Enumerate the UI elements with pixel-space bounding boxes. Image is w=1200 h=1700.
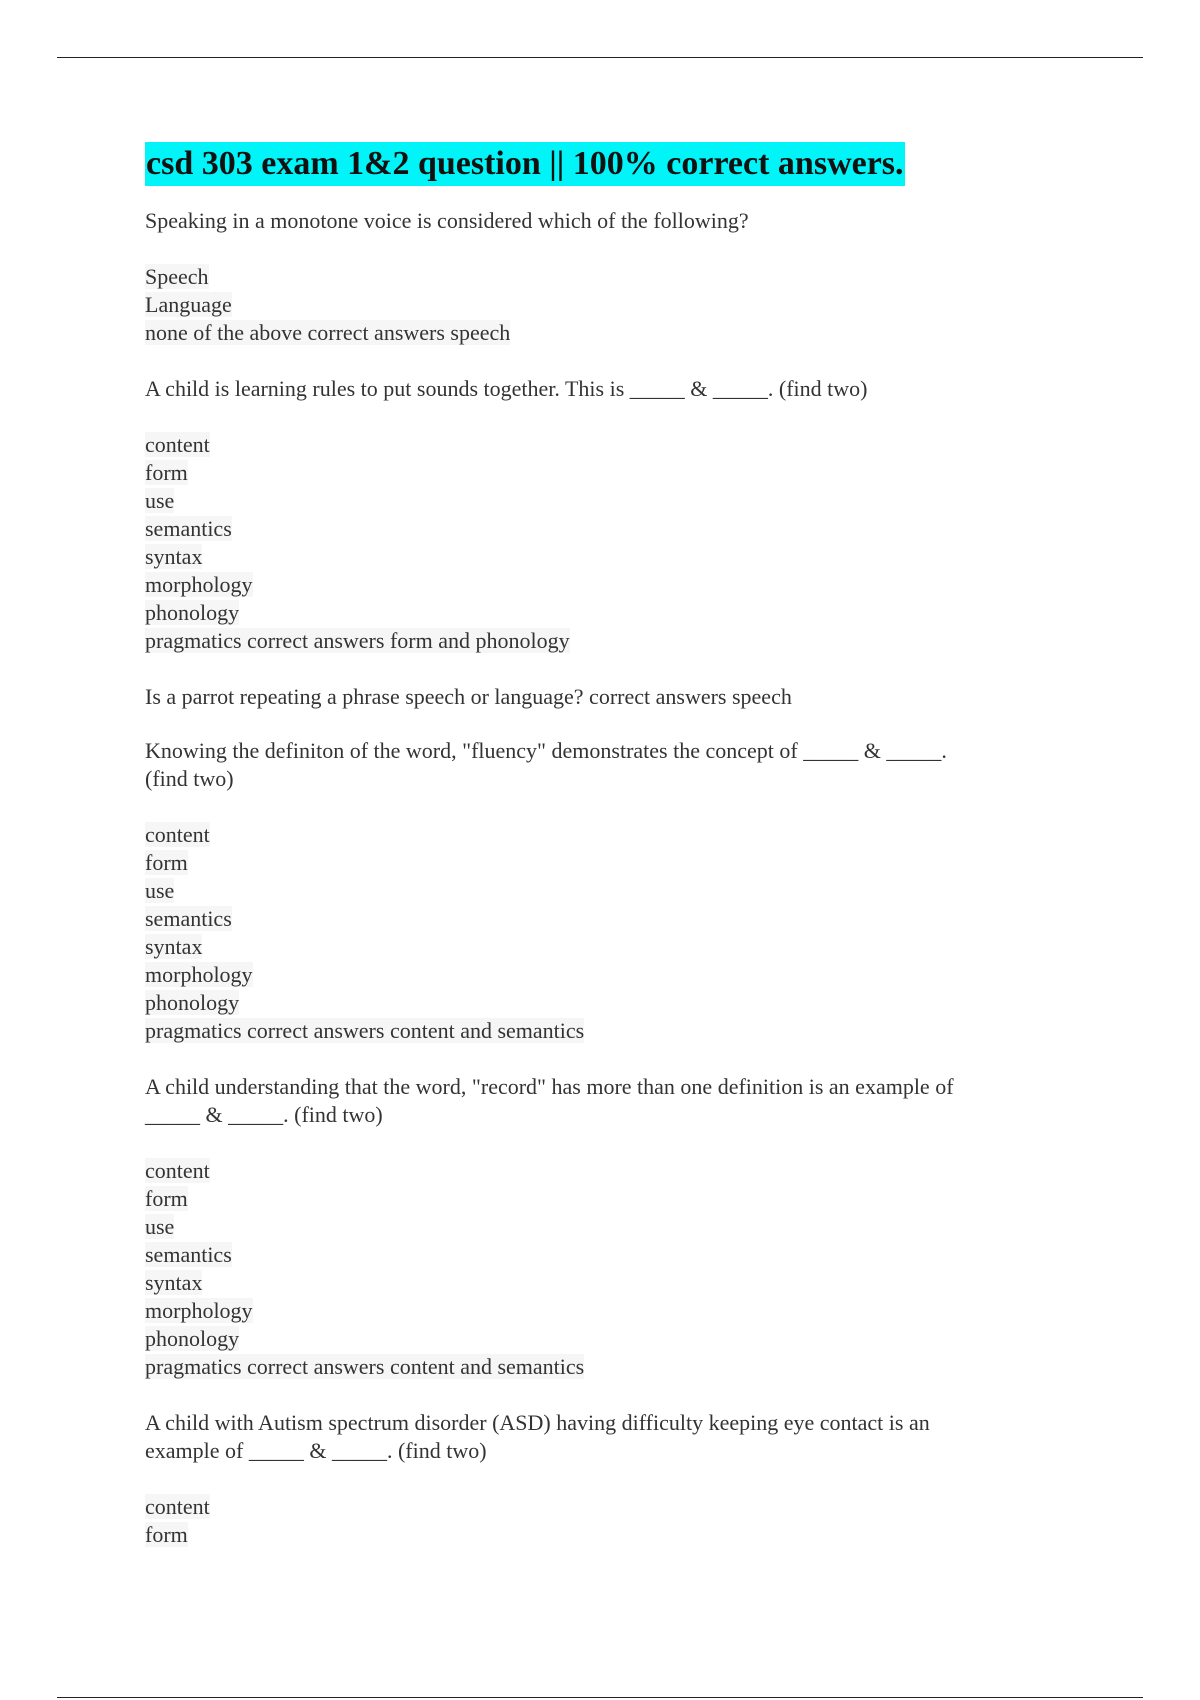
option: use <box>145 488 175 513</box>
question-1-text: Speaking in a monotone voice is considered which of the following? <box>145 208 749 233</box>
question-6-text-cont: example of _____ & _____. (find two) <box>145 1438 487 1463</box>
option: morphology <box>145 1298 253 1323</box>
question-6 <box>145 1409 1045 1465</box>
option: semantics <box>145 1242 232 1267</box>
header-rule <box>57 57 1143 58</box>
question-5 <box>145 1073 1045 1129</box>
options-2 <box>145 431 1045 655</box>
option: use <box>145 1214 175 1239</box>
question-4-text: Knowing the definiton of the word, "fluency" demonstrates the concept of _____ & _____. <box>145 738 947 763</box>
options-6 <box>145 1493 1045 1549</box>
option-with-answer: pragmatics correct answers content and semantics <box>145 1018 585 1043</box>
option-with-answer: pragmatics correct answers content and semantics <box>145 1354 585 1379</box>
options-5 <box>145 1157 1045 1381</box>
option: semantics <box>145 906 232 931</box>
question-2 <box>145 375 1045 403</box>
question-5-text-cont: _____ & _____. (find two) <box>145 1102 383 1127</box>
option: phonology <box>145 600 240 625</box>
option: use <box>145 878 175 903</box>
option: content <box>145 432 210 457</box>
option: syntax <box>145 1270 203 1295</box>
document-body <box>145 142 1045 1549</box>
option: content <box>145 1494 210 1519</box>
option: phonology <box>145 1326 240 1351</box>
question-4-text-cont: (find two) <box>145 766 234 791</box>
question-5-text: A child understanding that the word, "record" has more than one definition is an example of <box>145 1074 954 1099</box>
option-with-answer: pragmatics correct answers form and phonology <box>145 628 570 653</box>
option: syntax <box>145 934 203 959</box>
question-6-text: A child with Autism spectrum disorder (ASD) having difficulty keeping eye contact is an <box>145 1410 930 1435</box>
question-2-text: A child is learning rules to put sounds together. This is _____ & _____. (find two) <box>145 376 868 401</box>
question-1 <box>145 207 1045 235</box>
question-3-text: Is a parrot repeating a phrase speech or language? correct answers speech <box>145 684 792 709</box>
question-4 <box>145 737 1045 793</box>
option-with-answer: none of the above correct answers speech <box>145 320 511 345</box>
option: morphology <box>145 572 253 597</box>
option: phonology <box>145 990 240 1015</box>
option: form <box>145 1522 188 1547</box>
option: semantics <box>145 516 232 541</box>
option: content <box>145 1158 210 1183</box>
footer-rule <box>57 1697 1143 1698</box>
option: morphology <box>145 962 253 987</box>
options-4 <box>145 821 1045 1045</box>
option: Speech <box>145 264 209 289</box>
option: syntax <box>145 544 203 569</box>
option: form <box>145 850 188 875</box>
question-3 <box>145 683 1045 711</box>
options-1 <box>145 263 1045 347</box>
document-title: csd 303 exam 1&2 question || 100% correct answers. <box>145 142 905 186</box>
option: form <box>145 1186 188 1211</box>
option: form <box>145 460 188 485</box>
option: content <box>145 822 210 847</box>
option: Language <box>145 292 232 317</box>
